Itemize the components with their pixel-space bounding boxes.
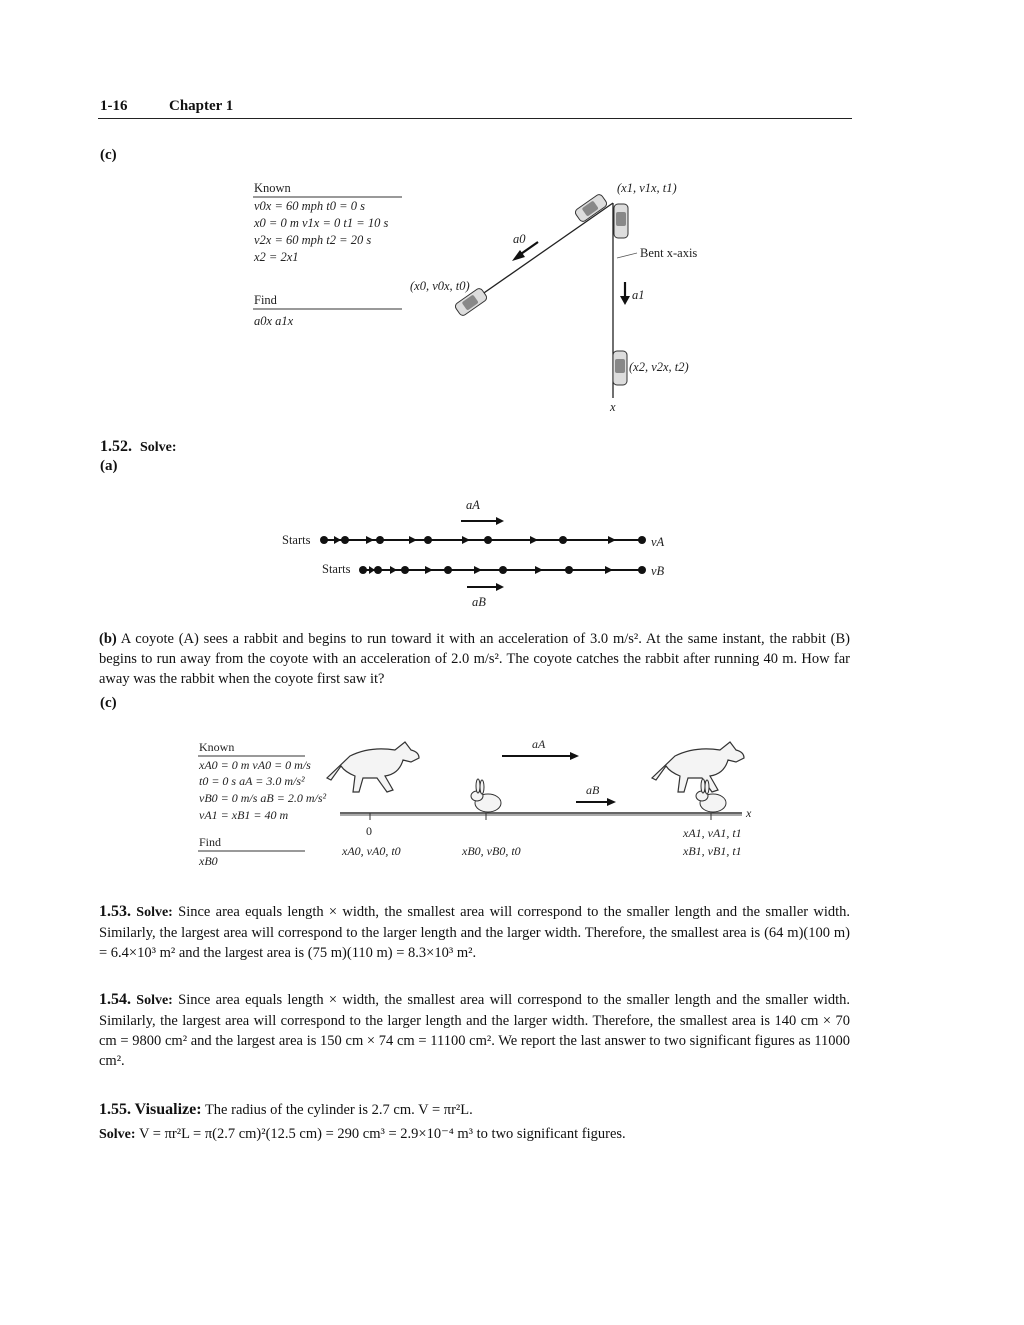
problem-1-55-solve-line — [99, 1124, 850, 1145]
coyote-label-A0: xA0, vA0, t0 — [342, 844, 401, 858]
problem-1-54-number: 1.54. — [99, 991, 131, 1008]
problem-1-55-number: 1.55. — [99, 1101, 131, 1118]
solve-label: Solve: — [140, 440, 177, 455]
known-line-4: x2 = 2x1 — [254, 250, 299, 264]
coyote-label-B1: xB1, vB1, t1 — [683, 844, 742, 858]
coyote-known-4: vA1 = xB1 = 40 m — [199, 808, 289, 822]
coyote-known-1: xA0 = 0 m vA0 = 0 m/s — [199, 758, 311, 772]
problem-1-55-solve-text: V = πr²L = π(2.7 cm)²(12.5 cm) = 290 cm³ = 2.9×10⁻⁴ m³ to two significant figures. — [138, 1126, 626, 1142]
coyote-find-title: Find — [199, 835, 222, 849]
coyote-label-x: x — [746, 806, 752, 820]
coyote-label-B0: xB0, vB0, t0 — [462, 844, 521, 858]
label-point-1: (x1, v1x, t1) — [617, 181, 677, 195]
problem-1-53-number: 1.53. — [99, 903, 131, 920]
coyote-known-title: Known — [199, 740, 235, 754]
rabbit-start-icon — [471, 779, 501, 812]
label-a0: a0 — [513, 232, 526, 246]
known-line-1: v0x = 60 mph t0 = 0 s — [254, 199, 365, 213]
coyote-label-aA: aA — [532, 737, 546, 751]
starts-A: Starts — [282, 533, 311, 547]
car-motion-figure — [0, 175, 1024, 445]
coyote-label-A1: xA1, vA1, t1 — [683, 826, 742, 840]
problem-1-55-solve: Solve: — [99, 1127, 136, 1142]
car-top-vertical-icon — [614, 204, 628, 238]
label-bent-axis: Bent x-axis — [640, 246, 698, 260]
problem-1-52-heading — [100, 438, 177, 456]
label-a1: a1 — [632, 288, 645, 302]
label-vB: vB — [651, 564, 665, 578]
problem-number: 1.52. — [100, 438, 132, 455]
problem-1-55-visualize: Visualize: — [134, 1101, 202, 1118]
label-point-0: (x0, v0x, t0) — [410, 279, 470, 293]
problem-1-54 — [99, 990, 850, 1071]
part-c-label: (c) — [100, 147, 117, 163]
label-vA: vA — [651, 535, 665, 549]
label-aB: aB — [472, 595, 486, 609]
coyote-label-aB: aB — [586, 783, 600, 797]
find-text: a0x a1x — [254, 314, 294, 328]
problem-1-53-text: Since area equals length × width, the smallest area will correspond to the smaller length and the smaller width. Similarly, the largest area will correspond to the larger length and the larger width. Therefore, the smallest area is (64 m)(100 m) = 6.4×10³ m² and the largest area is (75 m)(110 m) = 8.3×10³ m². — [99, 904, 851, 961]
coyote-known-2: t0 = 0 s aA = 3.0 m/s² — [199, 774, 305, 788]
coyote-find-text: xB0 — [199, 854, 218, 868]
coyote-label-zero: 0 — [366, 824, 372, 838]
problem-1-53-solve: Solve: — [136, 905, 173, 920]
label-aA: aA — [466, 498, 480, 512]
problem-1-53 — [99, 902, 850, 963]
problem-1-54-text: Since area equals length × width, the smallest area will correspond to the smaller length and the smaller width. Similarly, the largest area will correspond to the larger length and the larger width. Therefore, the smallest area is 140 cm × 70 cm = 9800 cm² and the largest area is 150 cm × 74 cm = 11100 cm². We report the last answer to two significant figures as 11000 cm². — [99, 992, 851, 1069]
problem-1-55 — [99, 1100, 850, 1145]
find-title: Find — [254, 293, 277, 307]
part-b-paragraph — [99, 629, 850, 689]
coyote-start-icon — [327, 742, 419, 792]
coyote-known-3: vB0 = 0 m/s aB = 2.0 m/s² — [199, 791, 327, 805]
known-title: Known — [254, 181, 291, 195]
problem-1-55-visualize-text: The radius of the cylinder is 2.7 cm. V = πr²L. — [204, 1102, 473, 1118]
known-line-2: x0 = 0 m v1x = 0 t1 = 10 s — [254, 216, 389, 230]
car-end-icon — [613, 351, 627, 385]
starts-B: Starts — [322, 562, 351, 576]
label-x-axis: x — [610, 400, 616, 414]
coyote-rabbit-figure — [0, 728, 1024, 878]
known-line-3: v2x = 60 mph t2 = 20 s — [254, 233, 372, 247]
page-number: 1-16 — [100, 98, 128, 114]
page-header — [98, 98, 852, 119]
part-c2-label: (c) — [100, 695, 117, 711]
part-a-label: (a) — [100, 458, 118, 474]
problem-1-55-visualize-line — [99, 1100, 850, 1120]
part-b-label: (b) — [99, 631, 117, 647]
motion-diagram — [0, 495, 1024, 615]
coyote-end-icon — [652, 742, 744, 792]
problem-1-54-solve: Solve: — [136, 993, 173, 1008]
part-b-text: A coyote (A) sees a rabbit and begins to run toward it with an acceleration of 3.0 m/s². At the same instant, the rabbit (B) begins to run away from the coyote with an acceleration of 2.0 m/s². The coyote catches the rabbit after running 40 m. How far away was the rabbit when the coyote first saw it? — [99, 631, 850, 687]
label-point-2: (x2, v2x, t2) — [629, 360, 689, 374]
chapter-title: Chapter 1 — [169, 98, 234, 114]
